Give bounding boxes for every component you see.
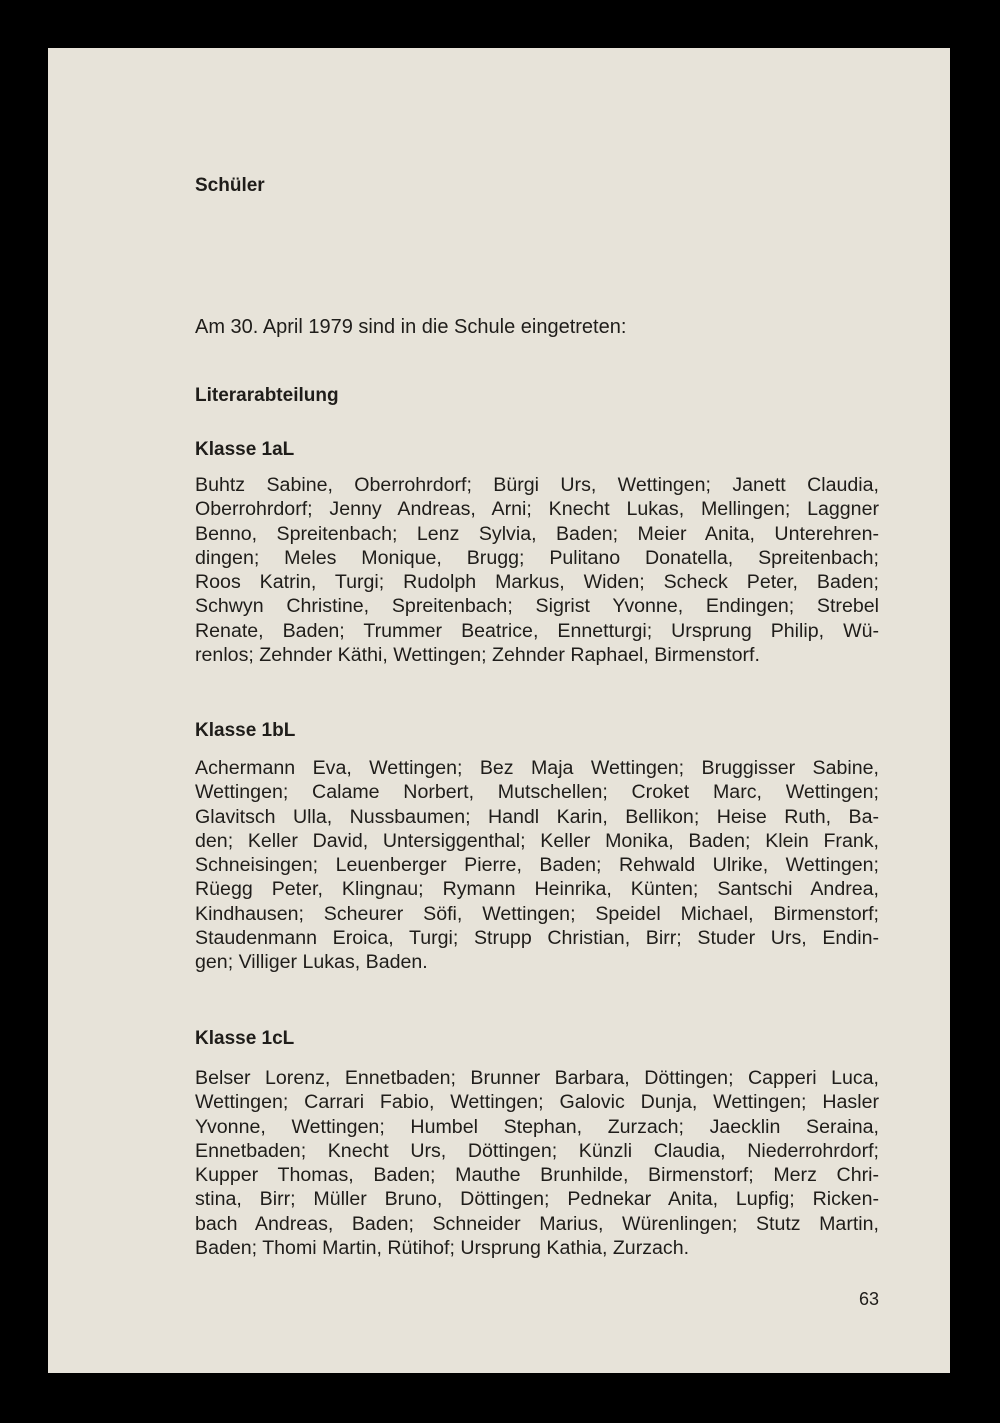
student-list-line: Wettingen; Carrari Fabio, Wettingen; Galovic Dunja, Wettingen; Hasler <box>195 1091 879 1114</box>
section-heading-literarabteilung: Literarabteilung <box>195 385 339 406</box>
student-list-line: Roos Katrin, Turgi; Rudolph Markus, Widen; Scheck Peter, Baden; <box>195 571 879 594</box>
student-list-line: bach Andreas, Baden; Schneider Marius, Würenlingen; Stutz Martin, <box>195 1212 879 1235</box>
student-list-line: Renate, Baden; Trummer Beatrice, Ennetturgi; Ursprung Philip, Wü- <box>195 619 879 642</box>
student-list-line: Belser Lorenz, Ennetbaden; Brunner Barbara, Döttingen; Capperi Luca, <box>195 1067 879 1089</box>
student-list-line: Achermann Eva, Wettingen; Bez Maja Wettingen; Bruggisser Sabine, <box>195 757 879 779</box>
student-list-line: Kindhausen; Scheurer Söfi, Wettingen; Speidel Michael, Birmenstorf; <box>195 902 879 925</box>
student-list-line: Benno, Spreitenbach; Lenz Sylvia, Baden; Meier Anita, Unterehren- <box>195 522 879 545</box>
student-list-line: dingen; Meles Monique, Brugg; Pulitano Donatella, Spreitenbach; <box>195 546 879 569</box>
student-list-line: Staudenmann Eroica, Turgi; Strupp Christian, Birr; Studer Urs, Endin- <box>195 927 879 950</box>
student-list-line: Wettingen; Calame Norbert, Mutschellen; Croket Marc, Wettingen; <box>195 781 879 804</box>
student-list-line: renlos; Zehnder Käthi, Wettingen; Zehnder Raphael, Birmenstorf. <box>195 644 760 667</box>
class-1al-student-list <box>195 473 879 667</box>
student-list-line: Schwyn Christine, Spreitenbach; Sigrist Yvonne, Endingen; Strebel <box>195 595 879 618</box>
student-list-line: den; Keller David, Untersiggenthal; Keller Monika, Baden; Klein Frank, <box>195 829 879 852</box>
student-list-line: Rüegg Peter, Klingnau; Rymann Heinrika, Künten; Santschi Andrea, <box>195 878 879 901</box>
student-list-line: Oberrohrdorf; Jenny Andreas, Arni; Knecht Lukas, Mellingen; Laggner <box>195 498 879 521</box>
intro-sentence: Am 30. April 1979 sind in die Schule eingetreten: <box>195 316 627 338</box>
student-list-line: gen; Villiger Lukas, Baden. <box>195 951 428 974</box>
student-list-line: Kupper Thomas, Baden; Mauthe Brunhilde, Birmenstorf; Merz Chri- <box>195 1164 879 1187</box>
student-list-line: Baden; Thomi Martin, Rütihof; Ursprung Kathia, Zurzach. <box>195 1237 690 1260</box>
student-list-line: Ennetbaden; Knecht Urs, Döttingen; Künzli Claudia, Niederrohrdorf; <box>195 1139 879 1162</box>
class-1cl-student-list <box>195 1066 879 1260</box>
page-number: 63 <box>858 1289 879 1309</box>
student-list-line: Buhtz Sabine, Oberrohrdorf; Bürgi Urs, Wettingen; Janett Claudia, <box>195 474 879 496</box>
student-list-line: Yvonne, Wettingen; Humbel Stephan, Zurzach; Jaecklin Seraina, <box>195 1115 879 1138</box>
class-heading-1bl: Klasse 1bL <box>195 720 296 741</box>
document-page <box>48 48 950 1373</box>
student-list-line: stina, Birr; Müller Bruno, Döttingen; Pednekar Anita, Lupfig; Ricken- <box>195 1188 879 1211</box>
class-1bl-student-list <box>195 756 879 975</box>
student-list-line: Schneisingen; Leuenberger Pierre, Baden; Rehwald Ulrike, Wettingen; <box>195 854 879 877</box>
class-heading-1al: Klasse 1aL <box>195 439 295 460</box>
student-list-line: Glavitsch Ulla, Nussbaumen; Handl Karin, Bellikon; Heise Ruth, Ba- <box>195 805 879 828</box>
page-title: Schüler <box>195 175 265 196</box>
class-heading-1cl: Klasse 1cL <box>195 1028 295 1049</box>
